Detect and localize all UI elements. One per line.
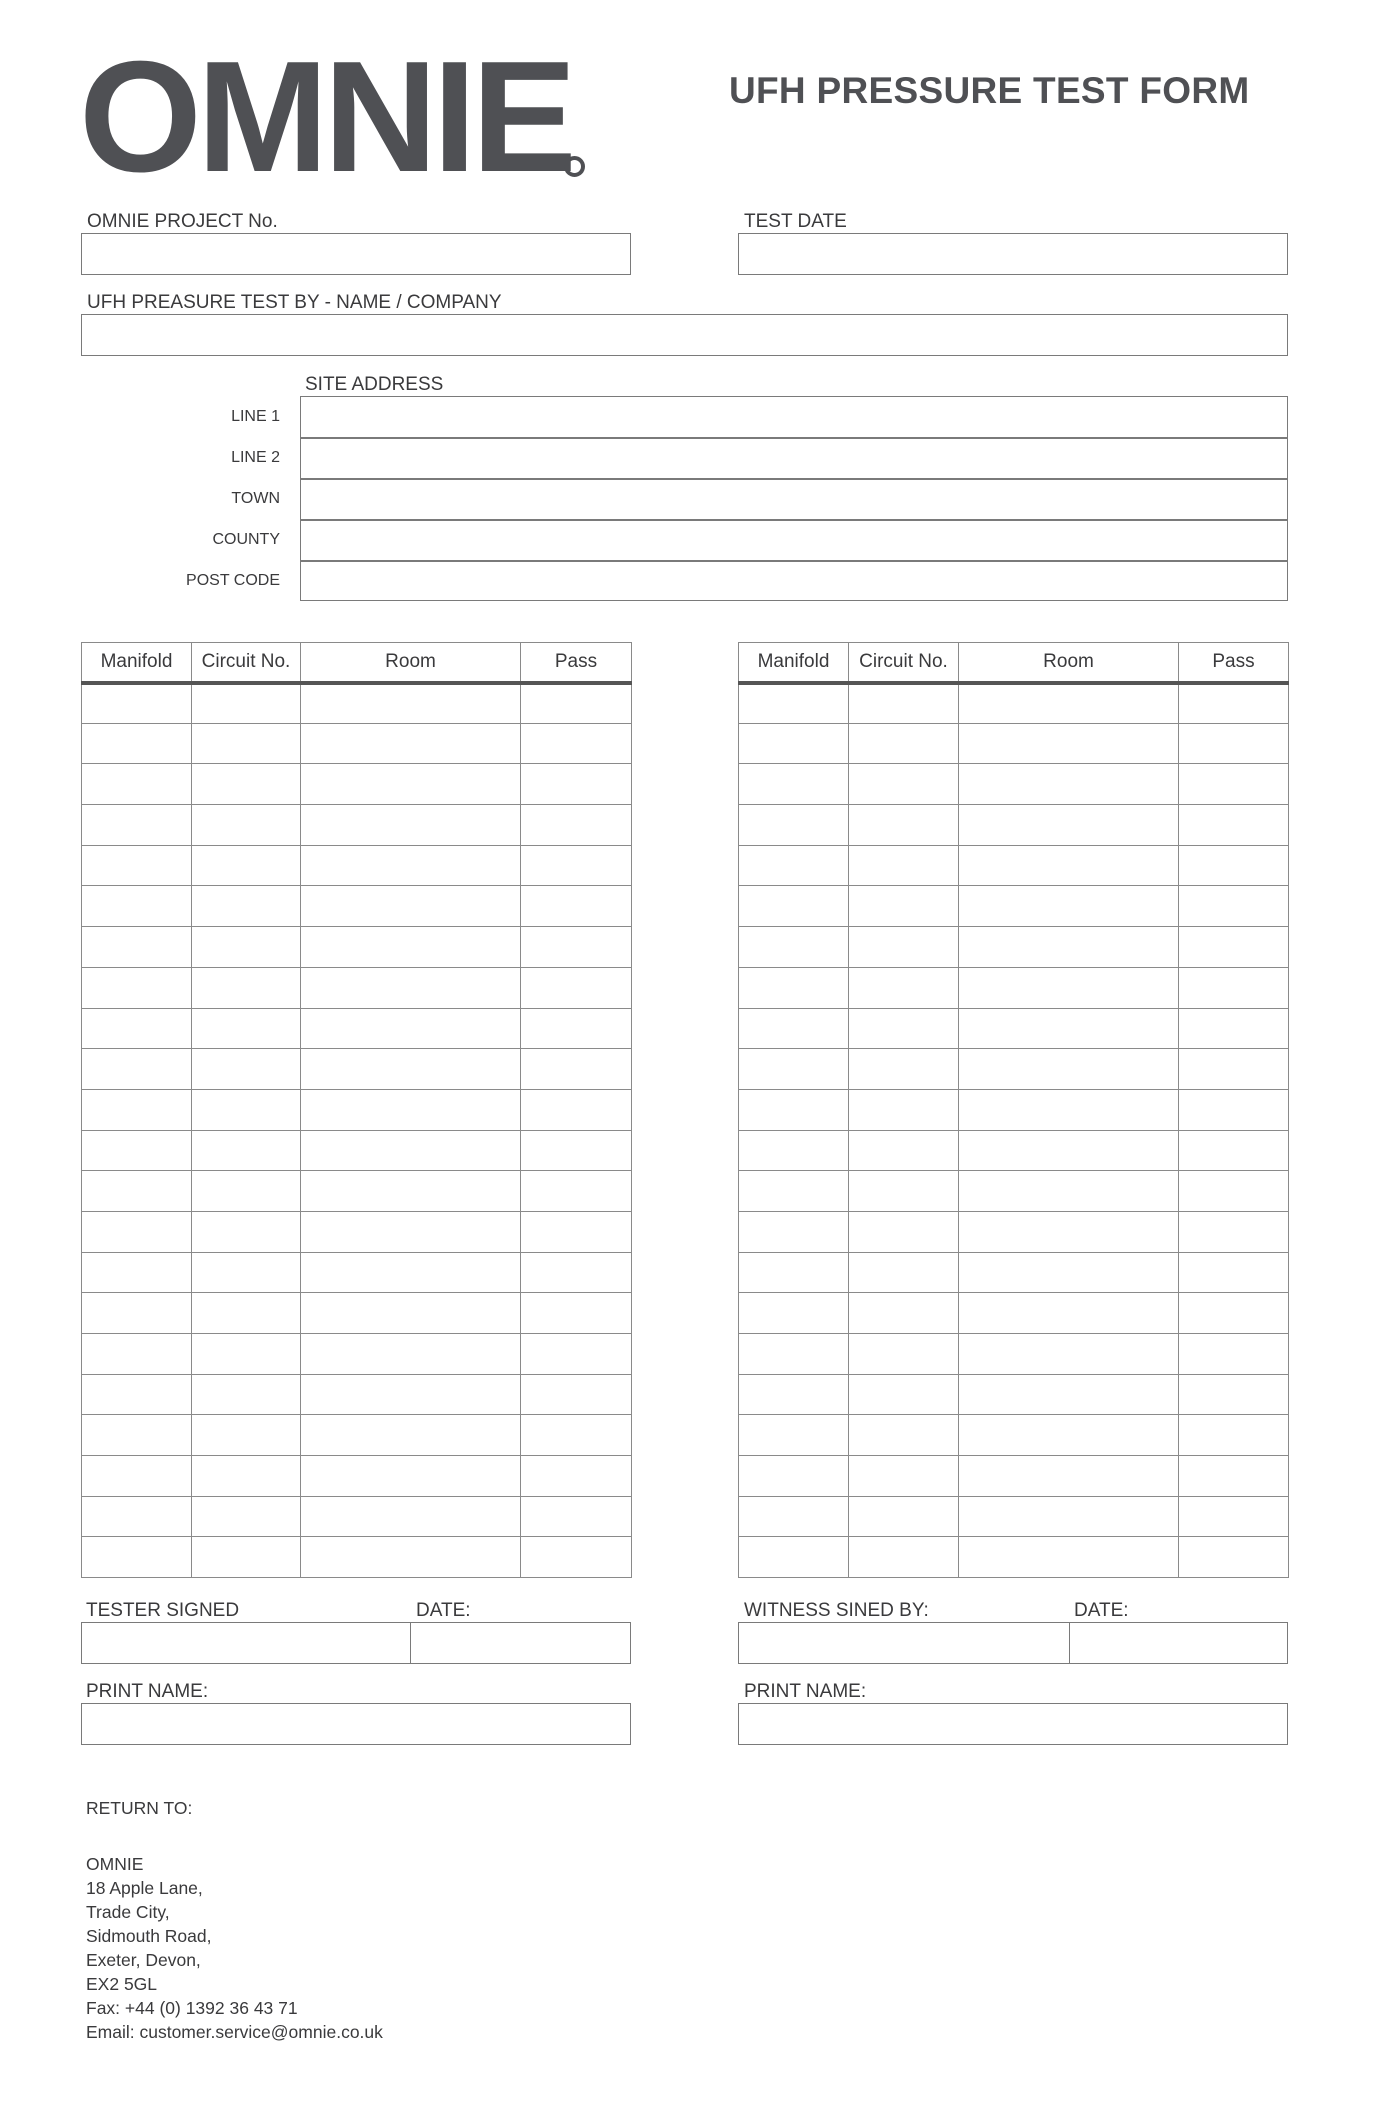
cell-manifold[interactable]: [739, 1089, 849, 1130]
table-row: [82, 1049, 632, 1090]
tester-signed-label: TESTER SIGNED: [86, 1600, 240, 1621]
table-row: [82, 805, 632, 846]
cell-manifold[interactable]: [82, 927, 192, 968]
cell-manifold[interactable]: [739, 764, 849, 805]
cell-circuit-no[interactable]: [849, 1537, 959, 1578]
cell-room[interactable]: [959, 683, 1179, 724]
cell-circuit-no[interactable]: [192, 967, 301, 1008]
print-name-right-label: PRINT NAME:: [744, 1681, 867, 1702]
col-pass: Pass: [1179, 643, 1289, 683]
cell-pass[interactable]: [521, 1049, 632, 1090]
cell-manifold[interactable]: [82, 1089, 192, 1130]
tested-by-field[interactable]: [81, 314, 1288, 356]
cell-circuit-no[interactable]: [192, 1456, 301, 1497]
cell-pass[interactable]: [1179, 723, 1289, 764]
address-line2-label: LINE 2: [231, 449, 280, 466]
table-row: [739, 1456, 1289, 1497]
table-row: [739, 805, 1289, 846]
cell-room[interactable]: [959, 1049, 1179, 1090]
table-row: [739, 886, 1289, 927]
cell-circuit-no[interactable]: [849, 1334, 959, 1375]
cell-pass[interactable]: [1179, 845, 1289, 886]
cell-pass[interactable]: [521, 1456, 632, 1497]
cell-pass[interactable]: [521, 927, 632, 968]
table-row: [82, 1089, 632, 1130]
tested-by-label: UFH PREASURE TEST BY - NAME / COMPANY: [87, 292, 502, 313]
cell-circuit-no[interactable]: [849, 1049, 959, 1090]
table-row: [82, 1537, 632, 1578]
cell-circuit-no[interactable]: [849, 927, 959, 968]
cell-circuit-no[interactable]: [192, 764, 301, 805]
table-row: [82, 886, 632, 927]
table-row: [82, 1171, 632, 1212]
cell-circuit-no[interactable]: [849, 1089, 959, 1130]
cell-circuit-no[interactable]: [849, 1252, 959, 1293]
cell-pass[interactable]: [521, 1089, 632, 1130]
cell-circuit-no[interactable]: [192, 1496, 301, 1537]
cell-manifold[interactable]: [82, 1496, 192, 1537]
col-manifold: Manifold: [739, 643, 849, 683]
cell-circuit-no[interactable]: [192, 927, 301, 968]
cell-room[interactable]: [959, 1456, 1179, 1497]
table-row: [82, 1252, 632, 1293]
cell-pass[interactable]: [1179, 1374, 1289, 1415]
cell-pass[interactable]: [1179, 927, 1289, 968]
cell-pass[interactable]: [1179, 764, 1289, 805]
cell-room[interactable]: [301, 1049, 521, 1090]
cell-room[interactable]: [959, 1211, 1179, 1252]
cell-circuit-no[interactable]: [192, 886, 301, 927]
cell-manifold[interactable]: [82, 1415, 192, 1456]
cell-circuit-no[interactable]: [192, 1211, 301, 1252]
cell-pass[interactable]: [1179, 683, 1289, 724]
cell-room[interactable]: [301, 1171, 521, 1212]
cell-pass[interactable]: [1179, 1171, 1289, 1212]
cell-room[interactable]: [301, 1537, 521, 1578]
address-town-field[interactable]: [300, 479, 1288, 519]
tester-date-label: DATE:: [416, 1600, 471, 1621]
table-row: [739, 1496, 1289, 1537]
table-row: [82, 1496, 632, 1537]
cell-circuit-no[interactable]: [849, 805, 959, 846]
address-city: Exeter, Devon,: [86, 1950, 201, 1970]
cell-circuit-no[interactable]: [849, 1211, 959, 1252]
cell-manifold[interactable]: [739, 1496, 849, 1537]
table-row: [739, 1415, 1289, 1456]
table-row: [739, 927, 1289, 968]
cell-room[interactable]: [959, 1374, 1179, 1415]
cell-manifold[interactable]: [739, 683, 849, 724]
table-row: [739, 1130, 1289, 1171]
print-name-right-field[interactable]: [738, 1703, 1288, 1745]
cell-room[interactable]: [301, 886, 521, 927]
cell-room[interactable]: [959, 1008, 1179, 1049]
cell-circuit-no[interactable]: [849, 1374, 959, 1415]
cell-pass[interactable]: [1179, 886, 1289, 927]
cell-room[interactable]: [301, 805, 521, 846]
cell-circuit-no[interactable]: [192, 1293, 301, 1334]
cell-manifold[interactable]: [82, 723, 192, 764]
cell-circuit-no[interactable]: [192, 1171, 301, 1212]
table-row: [82, 1415, 632, 1456]
cell-room[interactable]: [301, 845, 521, 886]
cell-pass[interactable]: [521, 845, 632, 886]
cell-manifold[interactable]: [739, 723, 849, 764]
cell-circuit-no[interactable]: [849, 1496, 959, 1537]
cell-circuit-no[interactable]: [192, 1374, 301, 1415]
table-row: [739, 1252, 1289, 1293]
cell-circuit-no[interactable]: [849, 1456, 959, 1497]
col-manifold: Manifold: [82, 643, 192, 683]
address-postcode-label: POST CODE: [186, 572, 280, 589]
cell-room[interactable]: [959, 1171, 1179, 1212]
cell-pass[interactable]: [521, 764, 632, 805]
cell-circuit-no[interactable]: [192, 1252, 301, 1293]
project-no-label: OMNIE PROJECT No.: [87, 211, 278, 232]
print-name-left-label: PRINT NAME:: [86, 1681, 209, 1702]
return-to-label: RETURN TO:: [86, 1798, 193, 1818]
cell-room[interactable]: [301, 1456, 521, 1497]
cell-room[interactable]: [301, 1130, 521, 1171]
cell-pass[interactable]: [1179, 1252, 1289, 1293]
cell-circuit-no[interactable]: [192, 1130, 301, 1171]
cell-pass[interactable]: [521, 723, 632, 764]
cell-pass[interactable]: [1179, 967, 1289, 1008]
cell-pass[interactable]: [1179, 1415, 1289, 1456]
address-postcode: EX2 5GL: [86, 1974, 158, 1994]
cell-pass[interactable]: [521, 1374, 632, 1415]
cell-pass[interactable]: [1179, 1049, 1289, 1090]
cell-circuit-no[interactable]: [849, 845, 959, 886]
cell-circuit-no[interactable]: [849, 1171, 959, 1212]
table-row: [739, 1171, 1289, 1212]
table-row: [82, 1130, 632, 1171]
cell-room[interactable]: [959, 1130, 1179, 1171]
table-row: [739, 723, 1289, 764]
col-circuit-no: Circuit No.: [849, 643, 959, 683]
cell-manifold[interactable]: [739, 1211, 849, 1252]
cell-room[interactable]: [301, 1252, 521, 1293]
address-line1-label: LINE 1: [231, 408, 280, 425]
cell-pass[interactable]: [1179, 1537, 1289, 1578]
cell-pass[interactable]: [521, 1008, 632, 1049]
cell-room[interactable]: [301, 764, 521, 805]
table-row: [739, 1537, 1289, 1578]
table-row: [739, 845, 1289, 886]
cell-circuit-no[interactable]: [192, 1537, 301, 1578]
table-row: [82, 1334, 632, 1375]
address-county-label: COUNTY: [212, 531, 280, 548]
cell-manifold[interactable]: [82, 1049, 192, 1090]
tester-date-field[interactable]: [410, 1622, 631, 1664]
cell-manifold[interactable]: [82, 1334, 192, 1375]
cell-circuit-no[interactable]: [849, 723, 959, 764]
table-row: [739, 1049, 1289, 1090]
tester-signature-field[interactable]: [81, 1622, 411, 1664]
cell-room[interactable]: [301, 967, 521, 1008]
cell-room[interactable]: [301, 1293, 521, 1334]
col-circuit-no: Circuit No.: [192, 643, 301, 683]
table-row: [82, 1456, 632, 1497]
cell-manifold[interactable]: [739, 1334, 849, 1375]
cell-pass[interactable]: [1179, 1293, 1289, 1334]
cell-room[interactable]: [959, 1293, 1179, 1334]
test-date-field[interactable]: [738, 233, 1288, 275]
cell-circuit-no[interactable]: [849, 1415, 959, 1456]
cell-circuit-no[interactable]: [849, 1293, 959, 1334]
cell-room[interactable]: [959, 927, 1179, 968]
address-county-field[interactable]: [300, 520, 1288, 560]
table-row: [739, 1089, 1289, 1130]
cell-manifold[interactable]: [739, 1415, 849, 1456]
cell-manifold[interactable]: [82, 683, 192, 724]
cell-manifold[interactable]: [82, 1456, 192, 1497]
cell-room[interactable]: [301, 1211, 521, 1252]
cell-circuit-no[interactable]: [192, 723, 301, 764]
form-title: UFH PRESSURE TEST FORM: [729, 70, 1250, 111]
col-room: Room: [959, 643, 1179, 683]
cell-manifold[interactable]: [739, 1293, 849, 1334]
cell-circuit-no[interactable]: [849, 683, 959, 724]
cell-pass[interactable]: [1179, 1211, 1289, 1252]
cell-circuit-no[interactable]: [192, 1334, 301, 1375]
cell-manifold[interactable]: [739, 1374, 849, 1415]
cell-room[interactable]: [959, 1537, 1179, 1578]
cell-pass[interactable]: [1179, 1008, 1289, 1049]
cell-manifold[interactable]: [739, 886, 849, 927]
cell-circuit-no[interactable]: [849, 1130, 959, 1171]
cell-room[interactable]: [959, 805, 1179, 846]
cell-manifold[interactable]: [739, 805, 849, 846]
cell-manifold[interactable]: [82, 1211, 192, 1252]
cell-circuit-no[interactable]: [849, 886, 959, 927]
cell-pass[interactable]: [521, 1293, 632, 1334]
cell-manifold[interactable]: [739, 1537, 849, 1578]
cell-manifold[interactable]: [82, 845, 192, 886]
address-road: Sidmouth Road,: [86, 1926, 212, 1946]
test-date-label: TEST DATE: [744, 211, 847, 232]
cell-circuit-no[interactable]: [192, 1415, 301, 1456]
circuit-table-right: [738, 642, 1289, 1578]
cell-manifold[interactable]: [82, 1130, 192, 1171]
cell-pass[interactable]: [521, 683, 632, 724]
cell-circuit-no[interactable]: [849, 764, 959, 805]
cell-room[interactable]: [959, 967, 1179, 1008]
cell-pass[interactable]: [521, 1496, 632, 1537]
cell-circuit-no[interactable]: [192, 683, 301, 724]
address-postcode-field[interactable]: [300, 561, 1288, 601]
witness-label: WITNESS SINED BY:: [744, 1600, 929, 1621]
cell-manifold[interactable]: [739, 1049, 849, 1090]
cell-manifold[interactable]: [82, 1171, 192, 1212]
cell-room[interactable]: [959, 1415, 1179, 1456]
email-address: Email: customer.service@omnie.co.uk: [86, 2022, 383, 2042]
table-row: [82, 683, 632, 724]
table-row: [739, 1334, 1289, 1375]
cell-manifold[interactable]: [82, 1252, 192, 1293]
cell-room[interactable]: [301, 1415, 521, 1456]
table-row: [739, 1211, 1289, 1252]
cell-pass[interactable]: [521, 967, 632, 1008]
cell-pass[interactable]: [1179, 1334, 1289, 1375]
cell-manifold[interactable]: [739, 1008, 849, 1049]
cell-room[interactable]: [301, 927, 521, 968]
cell-circuit-no[interactable]: [192, 1049, 301, 1090]
fax-number: Fax: +44 (0) 1392 36 43 71: [86, 1998, 298, 2018]
cell-manifold[interactable]: [82, 1537, 192, 1578]
cell-pass[interactable]: [1179, 1456, 1289, 1497]
circuit-table-left: [81, 642, 632, 1578]
table-row: [82, 1008, 632, 1049]
cell-pass[interactable]: [521, 1415, 632, 1456]
cell-room[interactable]: [301, 1008, 521, 1049]
cell-room[interactable]: [301, 1496, 521, 1537]
table-row: [82, 723, 632, 764]
table-row: [739, 1293, 1289, 1334]
cell-room[interactable]: [959, 1496, 1179, 1537]
cell-circuit-no[interactable]: [849, 967, 959, 1008]
cell-manifold[interactable]: [82, 764, 192, 805]
address-area: Trade City,: [86, 1902, 170, 1922]
table-row: [82, 1293, 632, 1334]
col-pass: Pass: [521, 643, 632, 683]
cell-manifold[interactable]: [739, 1456, 849, 1497]
cell-pass[interactable]: [521, 1334, 632, 1375]
cell-pass[interactable]: [521, 1537, 632, 1578]
return-address: [86, 1852, 383, 2044]
cell-circuit-no[interactable]: [192, 845, 301, 886]
address-line1-field[interactable]: [300, 397, 1288, 437]
col-room: Room: [301, 643, 521, 683]
table-row: [82, 1211, 632, 1252]
print-name-left-field[interactable]: [81, 1703, 631, 1745]
cell-room[interactable]: [959, 845, 1179, 886]
cell-room[interactable]: [959, 723, 1179, 764]
cell-pass[interactable]: [521, 1171, 632, 1212]
cell-manifold[interactable]: [82, 805, 192, 846]
witness-date-label: DATE:: [1074, 1600, 1129, 1621]
table-row: [739, 764, 1289, 805]
cell-room[interactable]: [959, 886, 1179, 927]
witness-signature-field[interactable]: [738, 1622, 1070, 1664]
cell-manifold[interactable]: [82, 967, 192, 1008]
table-row: [82, 845, 632, 886]
address-company: OMNIE: [86, 1854, 144, 1874]
omnie-logo: OMNIE: [79, 29, 572, 205]
table-row: [82, 1374, 632, 1415]
table-row: [82, 927, 632, 968]
witness-date-field[interactable]: [1069, 1622, 1288, 1664]
table-row: [739, 683, 1289, 724]
cell-pass[interactable]: [1179, 1130, 1289, 1171]
cell-manifold[interactable]: [739, 1252, 849, 1293]
cell-room[interactable]: [301, 683, 521, 724]
cell-pass[interactable]: [521, 1252, 632, 1293]
cell-room[interactable]: [301, 1334, 521, 1375]
logo-ring-icon: [564, 156, 585, 177]
cell-room[interactable]: [959, 1334, 1179, 1375]
cell-pass[interactable]: [1179, 805, 1289, 846]
cell-circuit-no[interactable]: [849, 1008, 959, 1049]
cell-manifold[interactable]: [739, 1130, 849, 1171]
cell-manifold[interactable]: [739, 927, 849, 968]
address-town-label: TOWN: [231, 490, 280, 507]
address-street: 18 Apple Lane,: [86, 1878, 203, 1898]
cell-manifold[interactable]: [739, 1171, 849, 1212]
site-address-label: SITE ADDRESS: [305, 374, 444, 395]
cell-room[interactable]: [301, 723, 521, 764]
table-row: [739, 1008, 1289, 1049]
cell-manifold[interactable]: [739, 967, 849, 1008]
cell-room[interactable]: [301, 1089, 521, 1130]
cell-room[interactable]: [959, 1089, 1179, 1130]
cell-circuit-no[interactable]: [192, 1089, 301, 1130]
cell-room[interactable]: [959, 764, 1179, 805]
cell-pass[interactable]: [1179, 1496, 1289, 1537]
table-row: [82, 764, 632, 805]
cell-pass[interactable]: [521, 805, 632, 846]
cell-manifold[interactable]: [82, 1293, 192, 1334]
cell-pass[interactable]: [521, 1211, 632, 1252]
cell-circuit-no[interactable]: [192, 1008, 301, 1049]
cell-pass[interactable]: [521, 886, 632, 927]
cell-manifold[interactable]: [82, 1374, 192, 1415]
project-no-field[interactable]: [81, 233, 631, 275]
address-line2-field[interactable]: [300, 438, 1288, 478]
cell-manifold[interactable]: [82, 1008, 192, 1049]
cell-pass[interactable]: [1179, 1089, 1289, 1130]
cell-circuit-no[interactable]: [192, 805, 301, 846]
cell-manifold[interactable]: [739, 845, 849, 886]
table-row: [82, 967, 632, 1008]
cell-room[interactable]: [959, 1252, 1179, 1293]
table-row: [739, 1374, 1289, 1415]
cell-room[interactable]: [301, 1374, 521, 1415]
table-row: [739, 967, 1289, 1008]
cell-pass[interactable]: [521, 1130, 632, 1171]
cell-manifold[interactable]: [82, 886, 192, 927]
